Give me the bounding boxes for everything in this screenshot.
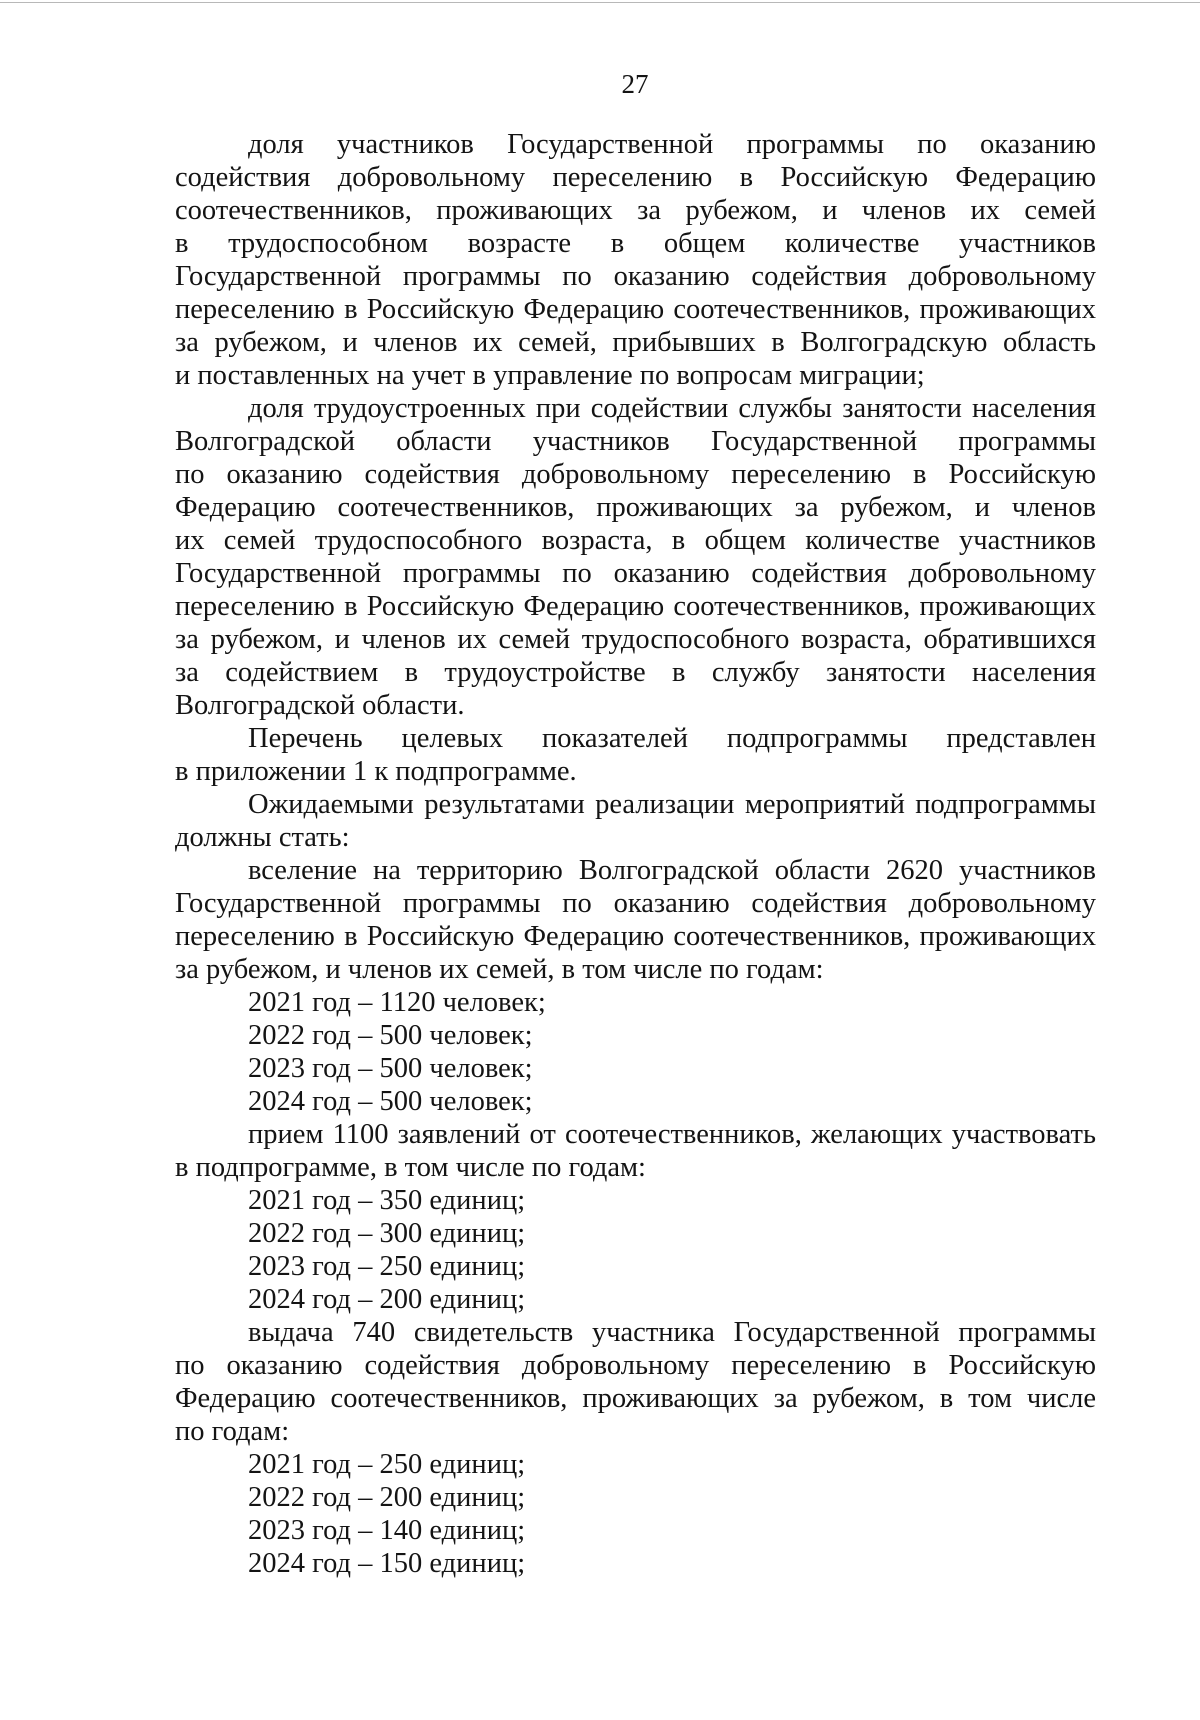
page-number: 27	[621, 69, 649, 99]
text-line: их семей трудоспособного возраста, в общем количестве участников	[175, 525, 1096, 556]
text-line: прием 1100 заявлений от соотечественников, желающих участвовать	[248, 1119, 1096, 1150]
text-line: в подпрограмме, в том числе по годам:	[175, 1152, 646, 1183]
text-line: доля участников Государственной программы по оказанию	[248, 129, 1096, 160]
text-line: 2024 год – 200 единиц;	[248, 1284, 526, 1315]
text-line: 2023 год – 140 единиц;	[248, 1515, 526, 1546]
text-line: Федерацию соотечественников, проживающих за рубежом, в том числе	[175, 1383, 1096, 1414]
text-line: 2021 год – 350 единиц;	[248, 1185, 526, 1216]
text-line: Волгоградской области.	[175, 690, 465, 721]
text-line: Государственной программы по оказанию содействия добровольному	[175, 558, 1096, 589]
text-line: 2024 год – 500 человек;	[248, 1086, 533, 1117]
text-line: по оказанию содействия добровольному переселению в Российскую	[175, 1350, 1096, 1381]
text-line: должны стать:	[175, 822, 350, 853]
text-line: 2022 год – 200 единиц;	[248, 1482, 526, 1513]
text-line: переселению в Российскую Федерацию соотечественников, проживающих	[175, 921, 1096, 952]
text-line: 2024 год – 150 единиц;	[248, 1548, 526, 1579]
text-line: за рубежом, и членов их семей, прибывших в Волгоградскую область	[175, 327, 1096, 358]
text-line: 2023 год – 500 человек;	[248, 1053, 533, 1084]
text-line: Перечень целевых показателей подпрограммы представлен	[248, 723, 1096, 754]
text-line: вселение на территорию Волгоградской области 2620 участников	[248, 855, 1096, 886]
text-line: по оказанию содействия добровольному переселению в Российскую	[175, 459, 1096, 490]
text-line: в приложении 1 к подпрограмме.	[175, 756, 577, 787]
text-line: соотечественников, проживающих за рубежом, и членов их семей	[175, 195, 1096, 226]
text-line: доля трудоустроенных при содействии службы занятости населения	[248, 393, 1096, 424]
text-line: за рубежом, и членов их семей трудоспособного возраста, обратившихся	[175, 624, 1096, 655]
document-body	[175, 128, 1096, 1580]
text-line: Федерацию соотечественников, проживающих за рубежом, и членов	[175, 492, 1096, 523]
text-line: Государственной программы по оказанию содействия добровольному	[175, 888, 1096, 919]
text-line: 2021 год – 250 единиц;	[248, 1449, 526, 1480]
text-line: по годам:	[175, 1416, 290, 1447]
scan-edge-line	[0, 2, 1200, 3]
text-line: Государственной программы по оказанию содействия добровольному	[175, 261, 1096, 292]
text-line: 2023 год – 250 единиц;	[248, 1251, 526, 1282]
text-line: в трудоспособном возрасте в общем количестве участников	[175, 228, 1096, 259]
text-line: за содействием в трудоустройстве в службу занятости населения	[175, 657, 1096, 688]
text-line: выдача 740 свидетельств участника Государственной программы	[248, 1317, 1096, 1348]
text-line: 2021 год – 1120 человек;	[248, 987, 546, 1018]
text-line: и поставленных на учет в управление по вопросам миграции;	[175, 360, 925, 391]
text-line: Волгоградской области участников Государственной программы	[175, 426, 1096, 457]
text-line: переселению в Российскую Федерацию соотечественников, проживающих	[175, 591, 1096, 622]
text-line: 2022 год – 300 единиц;	[248, 1218, 526, 1249]
text-line: переселению в Российскую Федерацию соотечественников, проживающих	[175, 294, 1096, 325]
text-line: за рубежом, и членов их семей, в том числе по годам:	[175, 954, 824, 985]
text-line: Ожидаемыми результатами реализации мероприятий подпрограммы	[248, 789, 1096, 820]
text-line: 2022 год – 500 человек;	[248, 1020, 533, 1051]
text-line: содействия добровольному переселению в Российскую Федерацию	[175, 162, 1096, 193]
